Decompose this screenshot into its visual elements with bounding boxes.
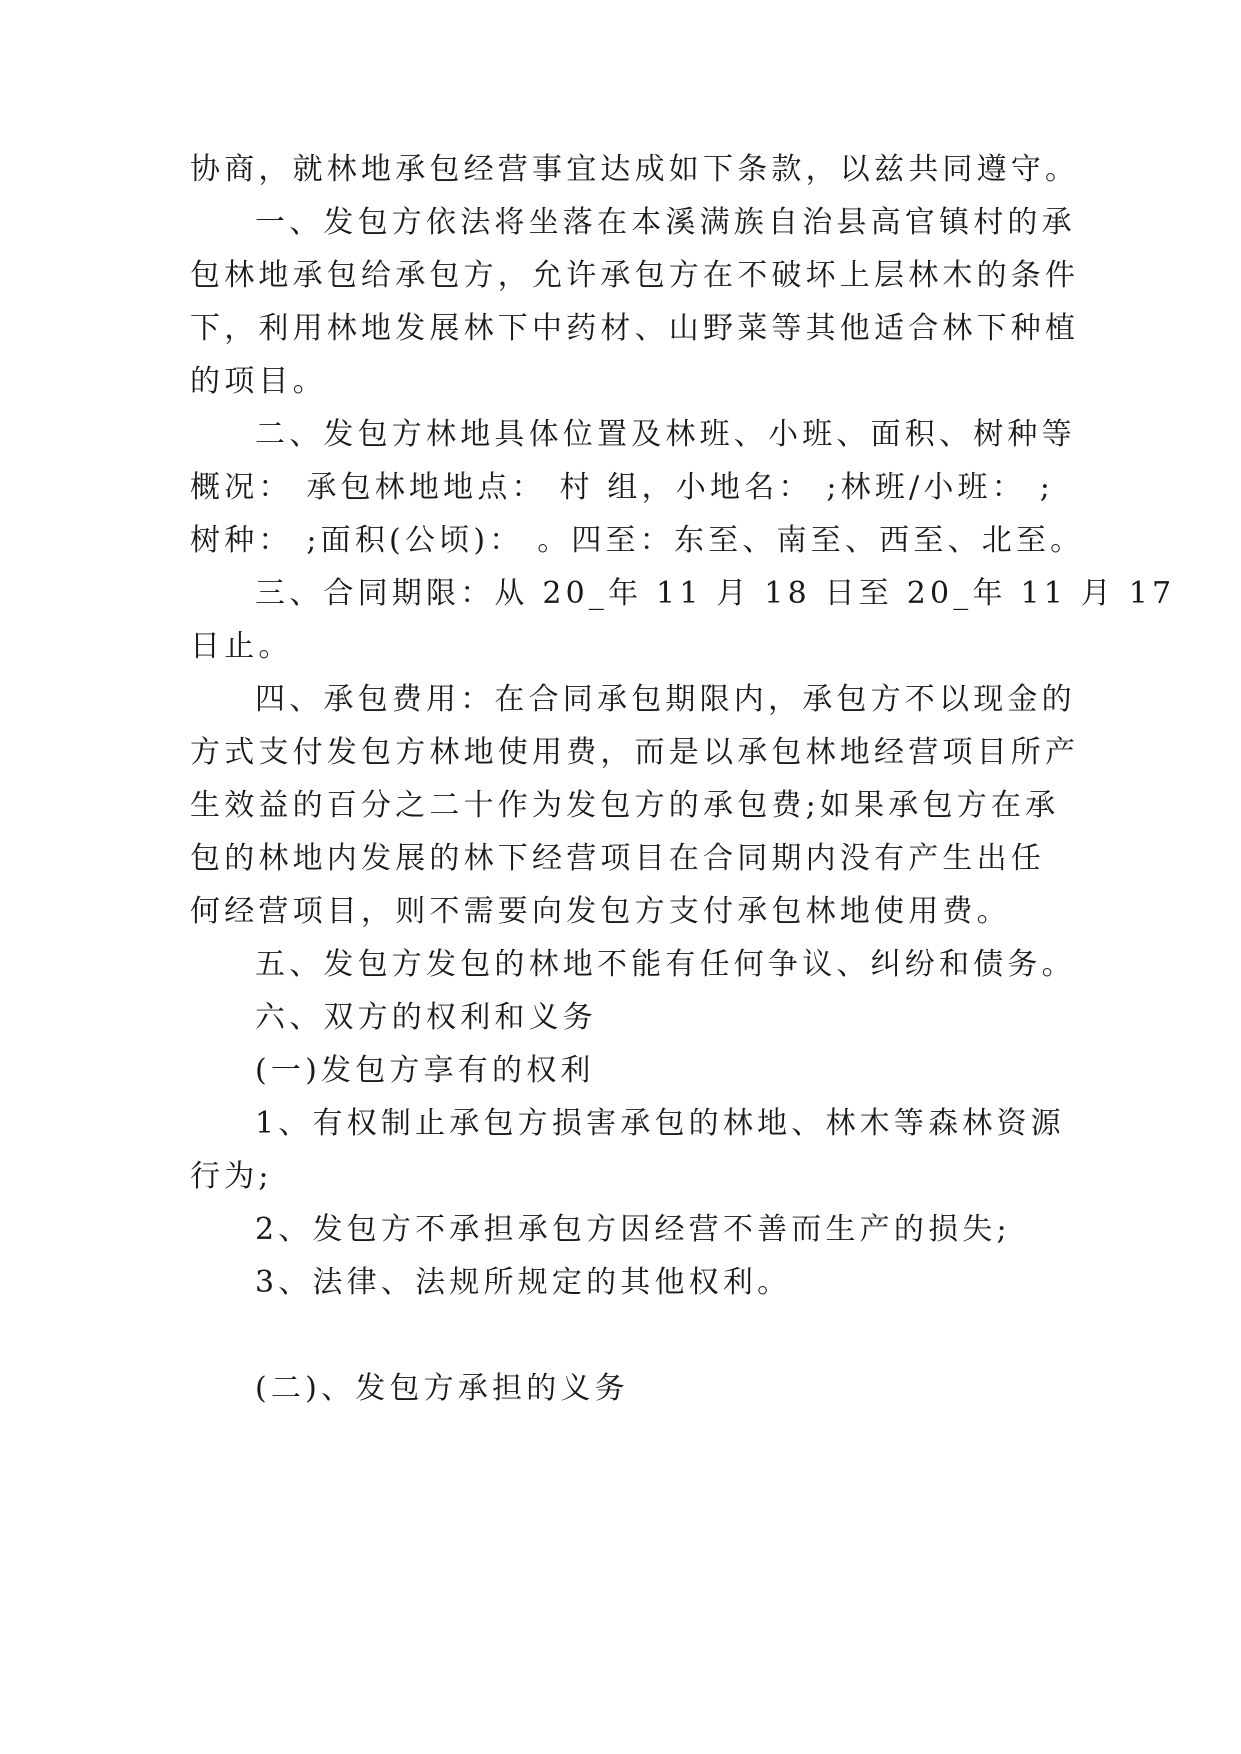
text-line-21: 2、发包方不承担承包方因经营不善而生产的损失; [255,1212,1011,1247]
text-line-10: 日止。 [190,629,293,664]
text-line-8: 树种： ;面积(公顷)： 。四至：东至、南至、西至、北至。 [190,523,1085,558]
text-line-2: 一、发包方依法将坐落在本溪满族自治县高官镇村的承 [255,205,1076,240]
text-line-12: 方式支付发包方林地使用费，而是以承包林地经营项目所产 [190,735,1080,770]
text-line-1: 协商，就林地承包经营事宜达成如下条款，以兹共同遵守。 [190,152,1080,187]
text-line-16: 五、发包方发包的林地不能有任何争议、纠纷和债务。 [255,947,1076,982]
text-line-6: 二、发包方林地具体位置及林班、小班、面积、树种等 [255,417,1076,452]
text-line-17: 六、双方的权利和义务 [255,1000,597,1035]
text-line-5: 的项目。 [190,364,327,399]
text-line-7: 概况： 承包林地地点： 村 组，小地名： ;林班/小班： ; [190,470,1055,505]
text-line-19: 1、有权制止承包方损害承包的林地、林木等森林资源 [255,1106,1065,1141]
text-line-22: 3、法律、法规所规定的其他权利。 [255,1265,792,1300]
text-line-11: 四、承包费用：在合同承包期限内，承包方不以现金的 [255,682,1076,717]
text-line-18: (一)发包方享有的权利 [255,1053,595,1088]
text-line-4: 下，利用林地发展林下中药材、山野菜等其他适合林下种植 [190,311,1080,346]
text-line-23: (二)、发包方承担的义务 [255,1371,629,1406]
text-line-9: 三、合同期限：从 20_年 11 月 18 日至 20_年 11 月 17 [255,576,1176,611]
text-line-3: 包林地承包给承包方，允许承包方在不破坏上层林木的条件 [190,258,1080,293]
text-line-14: 包的林地内发展的林下经营项目在合同期内没有产生出任 [190,841,1045,876]
text-line-20: 行为; [190,1159,273,1194]
text-line-15: 何经营项目，则不需要向发包方支付承包林地使用费。 [190,894,1011,929]
text-line-13: 生效益的百分之二十作为发包方的承包费;如果承包方在承 [190,788,1060,823]
